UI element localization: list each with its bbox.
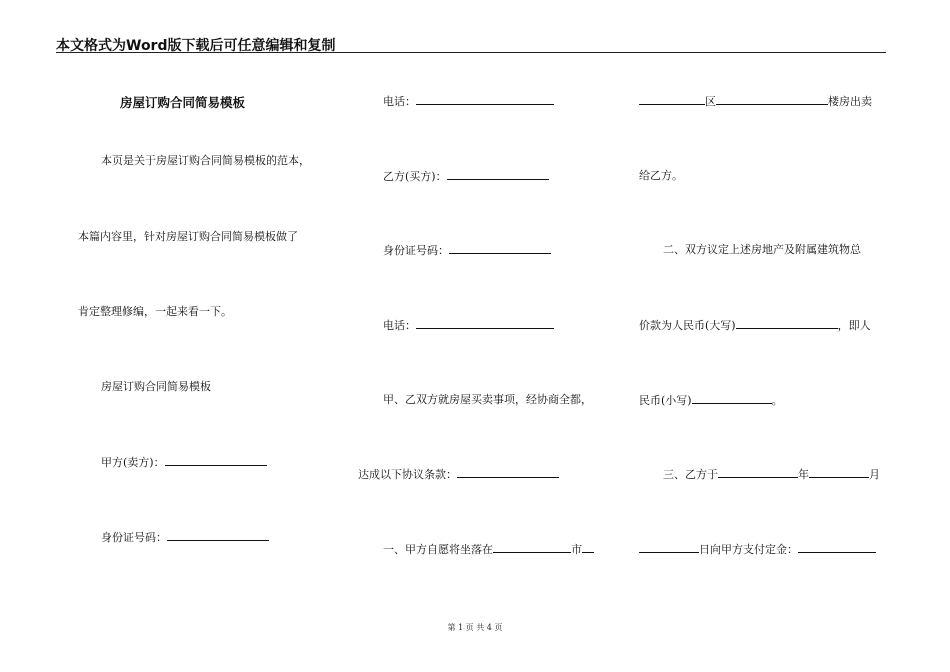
price-lower-blank bbox=[692, 393, 772, 404]
deposit-label: 日向甲方支付定金： bbox=[699, 543, 798, 556]
month-blank bbox=[809, 467, 869, 478]
party-a-line bbox=[101, 455, 267, 469]
id-a-label: 身份证号码： bbox=[101, 531, 167, 544]
phone-a-line bbox=[383, 94, 554, 108]
clause-3-line bbox=[663, 467, 880, 481]
header-rule bbox=[56, 52, 886, 53]
intro-line-3: 肯定整理修编，一起来看一下。 bbox=[78, 305, 232, 318]
party-b-label: 乙方(买方)： bbox=[383, 170, 447, 183]
year-label: 年 bbox=[798, 468, 809, 481]
price-upper-label: 价款为人民币(大写) bbox=[639, 319, 736, 332]
sale-label: 楼房出卖 bbox=[828, 95, 872, 108]
price-lower-line bbox=[639, 393, 783, 407]
district-blank bbox=[639, 94, 705, 105]
id-b-blank bbox=[449, 243, 551, 254]
clause-2-line: 二、双方议定上述房地产及附属建筑物总 bbox=[663, 243, 861, 256]
party-a-label: 甲方(卖方)： bbox=[101, 456, 165, 469]
clause-3-text: 三、乙方于 bbox=[663, 468, 718, 481]
district-line bbox=[639, 94, 872, 108]
price-lower-suffix: 。 bbox=[771, 394, 783, 407]
phone-b-blank bbox=[416, 318, 554, 329]
clause-1-line bbox=[383, 542, 594, 556]
party-a-blank bbox=[165, 455, 267, 466]
id-b-label: 身份证号码： bbox=[383, 244, 449, 257]
agreement-line-1: 甲、乙双方就房屋买卖事项，经协商全都， bbox=[383, 393, 592, 406]
phone-b-line bbox=[383, 318, 554, 332]
city-trail-blank bbox=[582, 542, 594, 553]
price-upper-suffix: ，即人 bbox=[837, 319, 871, 332]
city-blank bbox=[493, 542, 571, 553]
subtitle: 房屋订购合同简易模板 bbox=[101, 380, 211, 393]
party-b-line bbox=[383, 169, 549, 183]
day-blank bbox=[639, 542, 699, 553]
id-b-line bbox=[383, 243, 551, 257]
district-label: 区 bbox=[705, 95, 716, 108]
deposit-line bbox=[639, 542, 876, 556]
clause-1-text: 一、甲方自愿将坐落在 bbox=[383, 543, 493, 556]
month-label: 月 bbox=[869, 468, 880, 481]
building-blank bbox=[716, 94, 828, 105]
deposit-blank bbox=[798, 542, 876, 553]
price-upper-blank bbox=[736, 318, 838, 329]
price-upper-line bbox=[639, 318, 871, 332]
city-label: 市 bbox=[571, 543, 582, 556]
document-header: 本文格式为Word版下载后可任意编辑和复制 bbox=[56, 38, 336, 54]
id-a-line bbox=[101, 530, 269, 544]
price-lower-label: 民币(小写) bbox=[639, 394, 692, 407]
year-blank bbox=[718, 467, 798, 478]
document-title: 房屋订购合同简易模板 bbox=[120, 95, 246, 110]
intro-line-1: 本页是关于房屋订购合同简易模板的范本， bbox=[101, 154, 310, 167]
page-number: 第 1 页 共 4 页 bbox=[447, 623, 503, 632]
id-a-blank bbox=[167, 530, 269, 541]
agreement-line-2 bbox=[358, 467, 559, 481]
to-b-line: 给乙方。 bbox=[639, 169, 683, 182]
phone-b-label: 电话： bbox=[383, 319, 416, 332]
intro-line-2: 本篇内容里，针对房屋订购合同简易模板做了 bbox=[78, 230, 298, 243]
agreement-blank bbox=[457, 467, 559, 478]
agreement-line-2-label: 达成以下协议条款： bbox=[358, 468, 457, 481]
phone-a-blank bbox=[416, 94, 554, 105]
phone-a-label: 电话： bbox=[383, 95, 416, 108]
party-b-blank bbox=[447, 169, 549, 180]
